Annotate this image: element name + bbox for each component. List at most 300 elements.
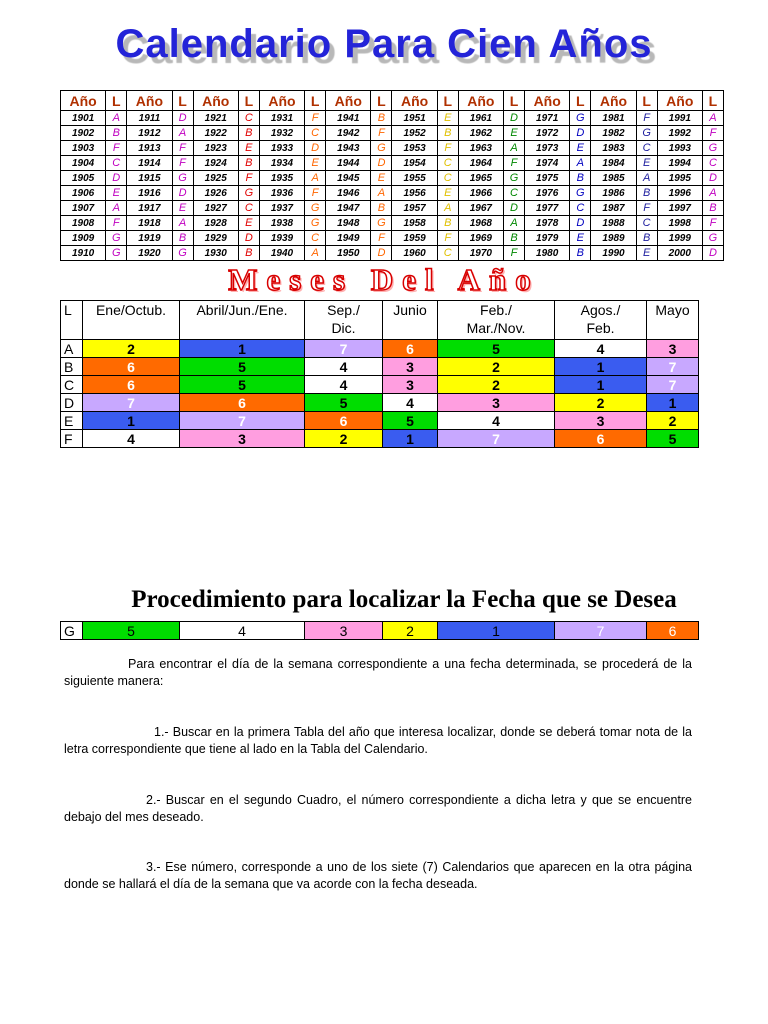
year-cell: 1919 xyxy=(127,231,172,246)
year-cell: 1913 xyxy=(127,141,172,156)
letter-cell: B xyxy=(238,246,259,261)
letter-column-header: L xyxy=(371,91,392,111)
letter-cell: G xyxy=(371,216,392,231)
year-cell: 1942 xyxy=(326,126,371,141)
month-header: Sep./ Dic. xyxy=(305,301,383,340)
year-cell: 1922 xyxy=(193,126,238,141)
step-1-paragraph: 1.- Buscar en la primera Tabla del año que interesa localizar, donde se deberá tomar nota de la letra correspondiente que tiene al lado en la Tabla del Calendario. xyxy=(64,725,692,756)
year-column-header: Año xyxy=(458,91,503,111)
letter-cell: B xyxy=(238,126,259,141)
letter-cell: C xyxy=(702,156,723,171)
year-cell: 1905 xyxy=(61,171,106,186)
year-cell: 1907 xyxy=(61,201,106,216)
calendar-number-cell: 5 xyxy=(438,340,555,358)
year-cell: 1915 xyxy=(127,171,172,186)
year-cell: 1929 xyxy=(193,231,238,246)
calendar-number-cell: 7 xyxy=(647,376,699,394)
calendar-number-cell: 5 xyxy=(305,394,383,412)
step-2-paragraph: 2.- Buscar en el segundo Cuadro, el número correspondiente a dicha letra y que se encuentre debajo del mes deseado. xyxy=(64,793,692,824)
year-cell: 1911 xyxy=(127,111,172,126)
calendar-number-cell: 3 xyxy=(438,394,555,412)
letter-cell: B xyxy=(702,201,723,216)
months-header xyxy=(61,301,699,340)
letter-column-header: L xyxy=(172,91,193,111)
calendar-number-cell: 1 xyxy=(180,340,305,358)
year-cell: 1920 xyxy=(127,246,172,261)
year-cell: 1973 xyxy=(525,141,570,156)
letter-cell: A xyxy=(305,171,326,186)
month-header: Junio xyxy=(383,301,438,340)
row-letter: F xyxy=(61,430,83,448)
letter-cell: B xyxy=(106,126,127,141)
letter-cell: A xyxy=(702,186,723,201)
letter-cell: B xyxy=(437,216,458,231)
months-row xyxy=(61,394,699,412)
letter-cell: G xyxy=(371,141,392,156)
letter-cell: C xyxy=(238,201,259,216)
letter-cell: C xyxy=(305,126,326,141)
letter-cell: B xyxy=(371,111,392,126)
letter-cell: D xyxy=(305,141,326,156)
letter-cell: E xyxy=(570,231,591,246)
year-column-header: Año xyxy=(525,91,570,111)
letter-cell: C xyxy=(503,186,524,201)
year-cell: 1948 xyxy=(326,216,371,231)
letter-cell: B xyxy=(503,231,524,246)
letter-cell: C xyxy=(437,171,458,186)
letter-cell: F xyxy=(305,111,326,126)
year-cell: 1950 xyxy=(326,246,371,261)
letter-cell: C xyxy=(305,231,326,246)
letter-cell: A xyxy=(172,126,193,141)
year-cell: 1953 xyxy=(392,141,437,156)
year-cell: 1974 xyxy=(525,156,570,171)
year-column-header: Año xyxy=(657,91,702,111)
year-cell: 1944 xyxy=(326,156,371,171)
letter-cell: F xyxy=(371,126,392,141)
year-cell: 1958 xyxy=(392,216,437,231)
letter-column-header: L xyxy=(437,91,458,111)
letter-column-header: L xyxy=(570,91,591,111)
year-cell: 1996 xyxy=(657,186,702,201)
year-cell: 1979 xyxy=(525,231,570,246)
calendar-number-cell: 5 xyxy=(180,376,305,394)
year-cell: 1968 xyxy=(458,216,503,231)
year-cell: 1923 xyxy=(193,141,238,156)
letter-cell: C xyxy=(636,216,657,231)
row-letter: B xyxy=(61,358,83,376)
year-cell: 1982 xyxy=(591,126,636,141)
year-cell: 1967 xyxy=(458,201,503,216)
calendar-number-cell: 4 xyxy=(83,430,180,448)
calendar-number-cell: 3 xyxy=(555,412,647,430)
letter-cell: G xyxy=(570,111,591,126)
year-cell: 1961 xyxy=(458,111,503,126)
year-cell: 1901 xyxy=(61,111,106,126)
letter-cell: G xyxy=(172,171,193,186)
year-cell: 1904 xyxy=(61,156,106,171)
year-cell: 1966 xyxy=(458,186,503,201)
letter-cell: G xyxy=(702,141,723,156)
year-cell: 1964 xyxy=(458,156,503,171)
row-letter: G xyxy=(61,622,83,640)
year-cell: 1987 xyxy=(591,201,636,216)
year-cell: 1914 xyxy=(127,156,172,171)
calendar-number-cell: 1 xyxy=(555,358,647,376)
letter-cell: G xyxy=(636,126,657,141)
calendar-number-cell: 7 xyxy=(438,430,555,448)
year-cell: 1934 xyxy=(259,156,304,171)
calendar-number-cell: 1 xyxy=(555,376,647,394)
year-cell: 1965 xyxy=(458,171,503,186)
months-row xyxy=(61,376,699,394)
letter-cell: C xyxy=(636,141,657,156)
year-cell: 1927 xyxy=(193,201,238,216)
letter-cell: F xyxy=(503,246,524,261)
letter-cell: E xyxy=(238,216,259,231)
year-cell: 1912 xyxy=(127,126,172,141)
letter-cell: A xyxy=(106,201,127,216)
year-cell: 1997 xyxy=(657,201,702,216)
letter-column-header: L xyxy=(305,91,326,111)
year-cell: 1921 xyxy=(193,111,238,126)
letter-cell: G xyxy=(106,231,127,246)
year-cell: 1976 xyxy=(525,186,570,201)
calendar-number-cell: 6 xyxy=(555,430,647,448)
letter-cell: C xyxy=(106,156,127,171)
letter-cell: D xyxy=(371,156,392,171)
year-cell: 1975 xyxy=(525,171,570,186)
year-cell: 1955 xyxy=(392,171,437,186)
calendar-number-cell: 7 xyxy=(305,340,383,358)
letter-column-header: L xyxy=(503,91,524,111)
year-row xyxy=(61,171,724,186)
letter-cell: D xyxy=(106,171,127,186)
year-cell: 1980 xyxy=(525,246,570,261)
letter-cell: F xyxy=(636,201,657,216)
month-header: Feb./ Mar./Nov. xyxy=(438,301,555,340)
letter-cell: B xyxy=(371,201,392,216)
year-column-header: Año xyxy=(259,91,304,111)
letter-cell: A xyxy=(636,171,657,186)
year-column-header: Año xyxy=(127,91,172,111)
year-cell: 1963 xyxy=(458,141,503,156)
year-row xyxy=(61,156,724,171)
row-letter: C xyxy=(61,376,83,394)
year-cell: 1937 xyxy=(259,201,304,216)
letter-cell: D xyxy=(238,231,259,246)
letter-cell: A xyxy=(570,156,591,171)
year-cell: 1989 xyxy=(591,231,636,246)
year-cell: 1959 xyxy=(392,231,437,246)
letter-cell: C xyxy=(437,156,458,171)
letter-cell: D xyxy=(702,246,723,261)
months-row xyxy=(61,430,699,448)
calendar-number-cell: 1 xyxy=(383,430,438,448)
year-cell: 1969 xyxy=(458,231,503,246)
letter-cell: F xyxy=(636,111,657,126)
calendar-number-cell: 2 xyxy=(555,394,647,412)
year-row xyxy=(61,141,724,156)
calendar-number-cell: 5 xyxy=(83,622,180,640)
letter-cell: E xyxy=(636,246,657,261)
page-title: Calendario Para Cien Años xyxy=(115,22,653,66)
year-cell: 1932 xyxy=(259,126,304,141)
year-column-header: Año xyxy=(193,91,238,111)
letter-cell: E xyxy=(437,186,458,201)
letter-cell: E xyxy=(503,126,524,141)
year-cell: 1960 xyxy=(392,246,437,261)
calendar-number-cell: 2 xyxy=(438,376,555,394)
year-row xyxy=(61,246,724,261)
letter-cell: E xyxy=(238,141,259,156)
year-cell: 1984 xyxy=(591,156,636,171)
year-cell: 1949 xyxy=(326,231,371,246)
letter-cell: F xyxy=(106,141,127,156)
year-cell: 1935 xyxy=(259,171,304,186)
year-cell: 1978 xyxy=(525,216,570,231)
year-cell: 1998 xyxy=(657,216,702,231)
letter-cell: D xyxy=(702,171,723,186)
letter-cell: D xyxy=(570,216,591,231)
letter-cell: G xyxy=(305,201,326,216)
step-3-paragraph: 3.- Ese número, corresponde a uno de los siete (7) Calendarios que aparecen en la otra página donde se hallará el día de la semana que va acorde con la fecha deseada. xyxy=(64,860,692,891)
letter-cell: C xyxy=(570,201,591,216)
year-row xyxy=(61,231,724,246)
year-cell: 1981 xyxy=(591,111,636,126)
year-cell: 1970 xyxy=(458,246,503,261)
year-column-header: Año xyxy=(392,91,437,111)
year-cell: 1951 xyxy=(392,111,437,126)
letter-cell: A xyxy=(702,111,723,126)
calendar-number-cell: 7 xyxy=(83,394,180,412)
letter-cell: D xyxy=(503,201,524,216)
calendar-number-cell: 6 xyxy=(83,376,180,394)
months-title: Meses Del Año xyxy=(228,262,540,297)
calendar-number-cell: 2 xyxy=(305,430,383,448)
year-cell: 1933 xyxy=(259,141,304,156)
letter-cell: A xyxy=(106,111,127,126)
letter-cell: E xyxy=(371,171,392,186)
calendar-number-cell: 4 xyxy=(383,394,438,412)
year-cell: 1945 xyxy=(326,171,371,186)
letter-cell: E xyxy=(305,156,326,171)
calendar-number-cell: 6 xyxy=(647,622,699,640)
letter-cell: D xyxy=(503,111,524,126)
calendar-number-cell: 6 xyxy=(180,394,305,412)
year-cell: 1993 xyxy=(657,141,702,156)
year-cell: 1943 xyxy=(326,141,371,156)
letter-header: L xyxy=(61,301,83,340)
year-column-header: Año xyxy=(61,91,106,111)
year-cell: 1983 xyxy=(591,141,636,156)
month-header: Ene/Octub. xyxy=(83,301,180,340)
row-letter: E xyxy=(61,412,83,430)
calendar-number-cell: 4 xyxy=(555,340,647,358)
letter-column-header: L xyxy=(106,91,127,111)
letter-cell: B xyxy=(636,231,657,246)
months-row xyxy=(61,412,699,430)
year-cell: 1938 xyxy=(259,216,304,231)
letter-cell: G xyxy=(702,231,723,246)
calendar-number-cell: 5 xyxy=(383,412,438,430)
year-cell: 2000 xyxy=(657,246,702,261)
calendar-number-cell: 3 xyxy=(383,376,438,394)
calendar-number-cell: 3 xyxy=(647,340,699,358)
letter-cell: G xyxy=(305,216,326,231)
calendar-number-cell: 6 xyxy=(305,412,383,430)
procedure-title: Procedimiento para localizar la Fecha que se Desea xyxy=(131,586,677,613)
intro-paragraph: Para encontrar el día de la semana correspondiente a una fecha determinada, se procederá de la siguiente manera: xyxy=(64,657,692,688)
letter-cell: F xyxy=(503,156,524,171)
letter-cell: A xyxy=(503,216,524,231)
year-cell: 1947 xyxy=(326,201,371,216)
year-cell: 1906 xyxy=(61,186,106,201)
year-cell: 1903 xyxy=(61,141,106,156)
letter-cell: A xyxy=(437,201,458,216)
calendar-number-cell: 5 xyxy=(647,430,699,448)
year-letter-table xyxy=(60,90,724,261)
calendar-number-cell: 1 xyxy=(647,394,699,412)
letter-cell: A xyxy=(172,216,193,231)
year-cell: 1931 xyxy=(259,111,304,126)
g-row-table xyxy=(60,621,699,640)
month-header: Agos./ Feb. xyxy=(555,301,647,340)
year-cell: 1940 xyxy=(259,246,304,261)
letter-cell: E xyxy=(106,186,127,201)
year-cell: 1986 xyxy=(591,186,636,201)
letter-cell: A xyxy=(305,246,326,261)
calendar-number-cell: 1 xyxy=(438,622,555,640)
year-column-header: Año xyxy=(326,91,371,111)
year-cell: 1977 xyxy=(525,201,570,216)
calendar-number-cell: 2 xyxy=(438,358,555,376)
year-cell: 1926 xyxy=(193,186,238,201)
letter-cell: B xyxy=(570,171,591,186)
letter-cell: B xyxy=(636,186,657,201)
g-row xyxy=(61,622,699,640)
letter-cell: F xyxy=(437,141,458,156)
letter-cell: A xyxy=(503,141,524,156)
calendar-number-cell: 2 xyxy=(647,412,699,430)
year-cell: 1995 xyxy=(657,171,702,186)
months-table xyxy=(60,300,699,448)
year-cell: 1902 xyxy=(61,126,106,141)
year-cell: 1962 xyxy=(458,126,503,141)
letter-cell: B xyxy=(437,126,458,141)
year-cell: 1916 xyxy=(127,186,172,201)
calendar-number-cell: 4 xyxy=(305,376,383,394)
year-row xyxy=(61,111,724,126)
year-cell: 1928 xyxy=(193,216,238,231)
year-cell: 1952 xyxy=(392,126,437,141)
month-header: Abril/Jun./Ene. xyxy=(180,301,305,340)
letter-cell: D xyxy=(172,186,193,201)
letter-cell: E xyxy=(570,141,591,156)
row-letter: A xyxy=(61,340,83,358)
letter-cell: D xyxy=(172,111,193,126)
year-cell: 1930 xyxy=(193,246,238,261)
year-cell: 1985 xyxy=(591,171,636,186)
year-cell: 1941 xyxy=(326,111,371,126)
year-cell: 1972 xyxy=(525,126,570,141)
letter-cell: F xyxy=(437,231,458,246)
letter-cell: G xyxy=(238,186,259,201)
months-row xyxy=(61,358,699,376)
year-cell: 1988 xyxy=(591,216,636,231)
letter-cell: C xyxy=(437,246,458,261)
month-header: Mayo xyxy=(647,301,699,340)
calendar-number-cell: 4 xyxy=(305,358,383,376)
year-row xyxy=(61,201,724,216)
letter-cell: F xyxy=(106,216,127,231)
year-column-header: Año xyxy=(591,91,636,111)
letter-column-header: L xyxy=(238,91,259,111)
calendar-number-cell: 5 xyxy=(180,358,305,376)
year-cell: 1939 xyxy=(259,231,304,246)
year-cell: 1909 xyxy=(61,231,106,246)
months-row xyxy=(61,340,699,358)
year-row xyxy=(61,126,724,141)
letter-cell: F xyxy=(371,231,392,246)
year-cell: 1992 xyxy=(657,126,702,141)
year-cell: 1971 xyxy=(525,111,570,126)
year-cell: 1924 xyxy=(193,156,238,171)
calendar-number-cell: 3 xyxy=(383,358,438,376)
letter-cell: A xyxy=(371,186,392,201)
year-cell: 1957 xyxy=(392,201,437,216)
letter-cell: B xyxy=(172,231,193,246)
calendar-number-cell: 4 xyxy=(180,622,305,640)
letter-cell: F xyxy=(238,171,259,186)
letter-cell: F xyxy=(702,126,723,141)
calendar-number-cell: 6 xyxy=(383,340,438,358)
year-cell: 1910 xyxy=(61,246,106,261)
calendar-number-cell: 3 xyxy=(180,430,305,448)
year-cell: 1946 xyxy=(326,186,371,201)
calendar-number-cell: 7 xyxy=(180,412,305,430)
calendar-number-cell: 4 xyxy=(438,412,555,430)
letter-cell: F xyxy=(305,186,326,201)
letter-column-header: L xyxy=(702,91,723,111)
calendar-number-cell: 2 xyxy=(383,622,438,640)
year-cell: 1991 xyxy=(657,111,702,126)
year-cell: 1999 xyxy=(657,231,702,246)
year-cell: 1917 xyxy=(127,201,172,216)
letter-cell: D xyxy=(570,126,591,141)
calendar-number-cell: 6 xyxy=(83,358,180,376)
year-cell: 1994 xyxy=(657,156,702,171)
letter-cell: G xyxy=(172,246,193,261)
year-cell: 1908 xyxy=(61,216,106,231)
letter-cell: D xyxy=(371,246,392,261)
row-letter: D xyxy=(61,394,83,412)
letter-cell: C xyxy=(238,111,259,126)
year-table-header xyxy=(61,91,724,111)
year-cell: 1918 xyxy=(127,216,172,231)
letter-cell: F xyxy=(172,141,193,156)
calendar-number-cell: 7 xyxy=(555,622,647,640)
calendar-number-cell: 2 xyxy=(83,340,180,358)
letter-cell: B xyxy=(570,246,591,261)
letter-cell: G xyxy=(503,171,524,186)
letter-cell: F xyxy=(172,156,193,171)
letter-cell: E xyxy=(636,156,657,171)
letter-cell: E xyxy=(172,201,193,216)
year-row xyxy=(61,216,724,231)
year-cell: 1954 xyxy=(392,156,437,171)
calendar-number-cell: 7 xyxy=(647,358,699,376)
